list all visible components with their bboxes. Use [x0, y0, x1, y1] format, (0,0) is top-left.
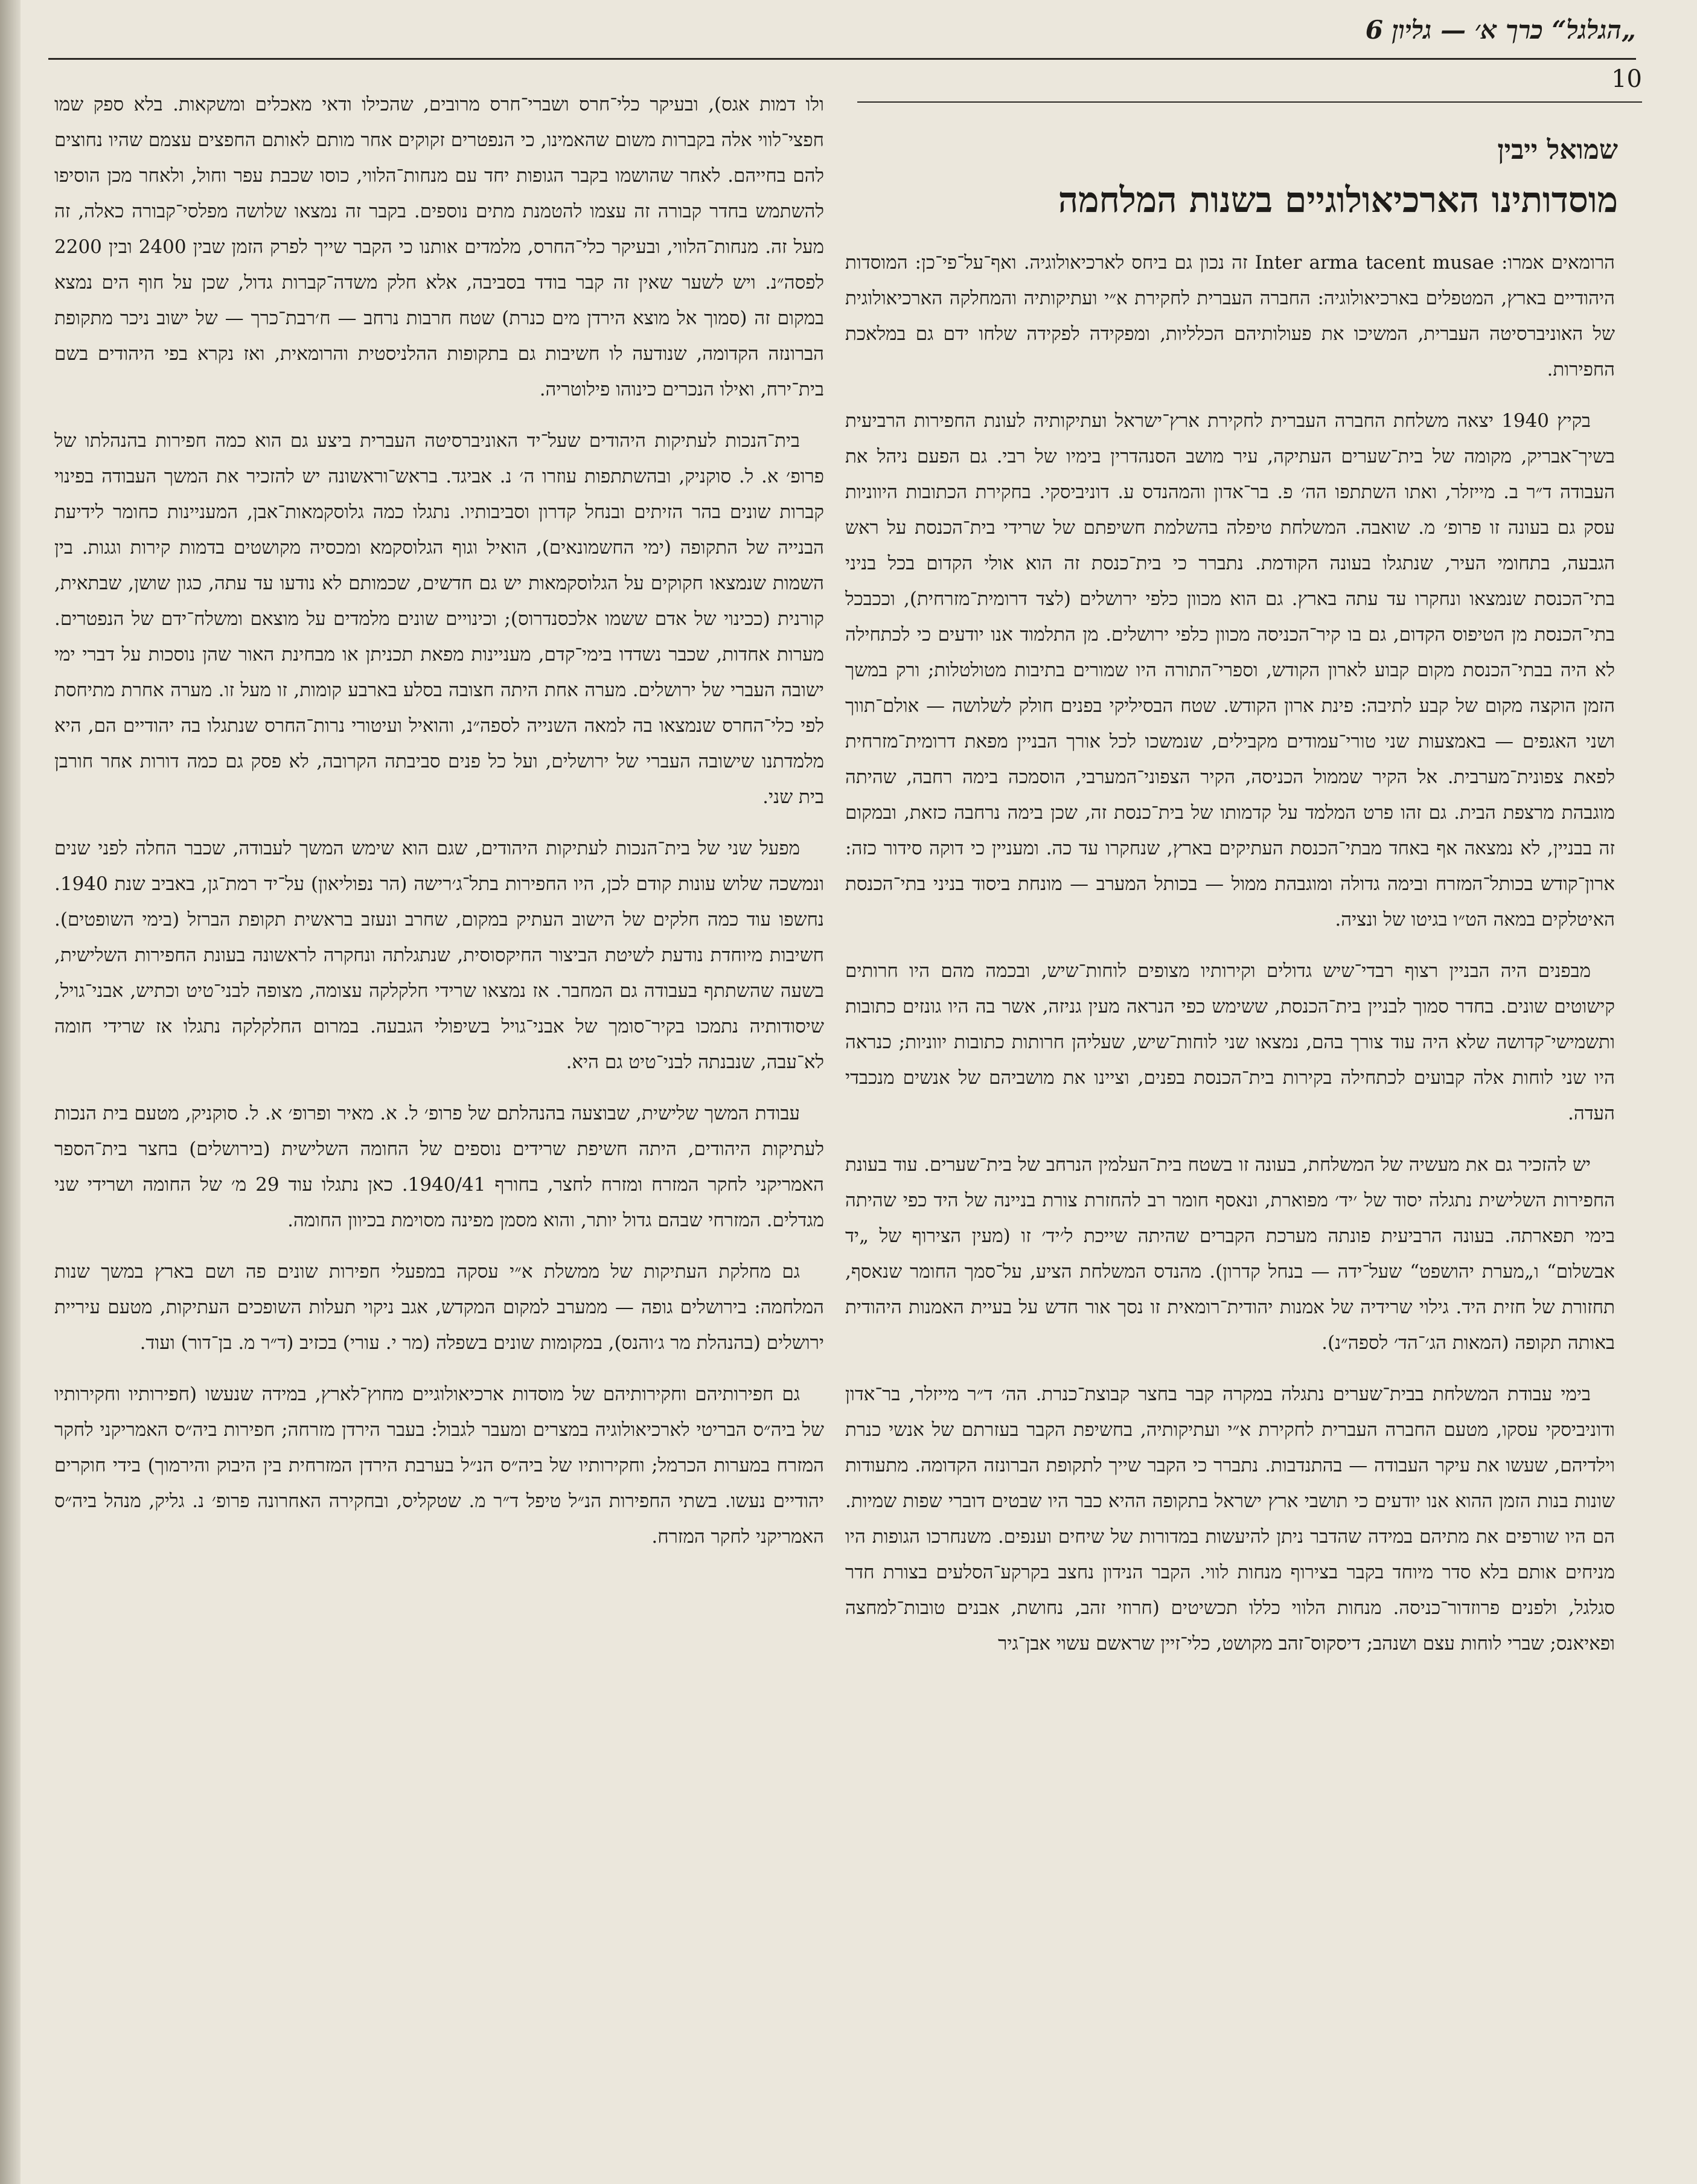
paragraph: בית־הנכות לעתיקות היהודים שעל־יד האוניברסיטה העברית ביצע גם הוא כמה חפירות בהנהלתו של פרופ׳ א. ל. סוקניק, ובהשתתפות עוזרו ה׳ נ. אביגד. בראש־וראשונה יש להזכיר את המשך העבודה בפינוי קברות שונים בהר הזיתים ובנחל קדרון וסביבותיו. נתגלו כמה גלוסקמאות־אבן, המעניינות כחומר לידיעת הבנייה של התקופה (ימי החשמונאים), הואיל וגוף הגלוסקמא ומכסיה מקושטים בדמות קירות וגגות. בין השמות שנמצאו חקוקים על הגלוסקמאות יש גם חדשים, שכמותם לא נודעו עד עתה, כגון שושן, שבתאית, קורנית (ככינוי של אדם ששמו אלכסנדרוס); וכינויים שונים מלמדים על מוצאם ומשלח־ידם של הנפטרים. מערות אחדות, שכבר נשדדו בימי־קדם, מעניינות מפאת תכניתן או מבחינת האור שהן נוסכות על דברי ימי ישובה העברי של ירושלים. מערה אחת היתה חצובה בסלע בארבע קומות, זו מעל זו. מערה אחרת מתיחסת לפי כלי־החרס שנמצאו בה למאה השנייה לספה״נ, והואיל ועיטורי נרות־החרס שנתגלו בה יהודיים הם, היא מלמדתנו שישובה העברי של ירושלים, ועל כל פנים סביבתה הקרובה, לא פסק גם כמה דורות אחר חורבן בית שני. [54, 430, 824, 808]
paragraph: יש להזכיר גם את מעשיה של המשלחת, בעונה זו בשטח בית־העלמין הנרחב של בית־שערים. עוד בעונת החפירות השלישית נתגלה יסוד של ׳יד׳ מפוארת, ונאסף חומר רב להחזרת צורת בניינה של היד כפי שהיתה בימי תפארתה. בעונה הרביעית פונתה מערכת הקברים שהיתה שייכת ל׳יד׳ זו (מעין הצירוף של „יד אבשלום“ ו„מערת יהושפט“ שעל־ידה — בנחל קדרון). מהנדס המשלחת הציע, על־סמך החומר שנאסף, תחזורת של חזית היד. גילוי שרידיה של אמנות יהודית־רומאית זו נסך אור חדש על בעיית האמנות היהודית באותה תקופה (המאות הג׳־הד׳ לספה״נ). [845, 1154, 1615, 1354]
running-header [48, 6, 1636, 54]
header-rule [48, 58, 1636, 60]
paragraph: ולו דמות אגס), ובעיקר כלי־חרס ושברי־חרס מרובים, שהכילו ודאי מאכלים ומשקאות. בלא ספק שמו חפצי־לווי אלה בקברות משום שהאמינו, כי הנפטרים זקוקים אחר מותם לאותם החפצים עצמם שהיו נחוצים להם בחייהם. לאחר שהושמו בקבר הגופות יחד עם מנחות־הלווי, כוסו שכבת עפר וחול, ולאחר מכן הוסיפו להשתמש בחדר קבורה זה עצמו להטמנת מתים נוספים. בקבר זה נמצאו שלושה מפלסי־קבורה כאלה, זה מעל זה. מנחות־הלווי, ובעיקר כלי־החרס, מלמדים אותנו כי הקבר שייך לפרק הזמן שבין 2400 ובין 2200 לפסה״נ. ויש לשער שאין זה קבר בודד בסביבה, אלא חלק משדה־קברות גדול, שכן על חוף הים נמצא במקום זה (סמוך אל מוצא הירדן מים כנרת) שטח חרבות נרחב — ח׳רבת־כרך — של ישוב ניכר מתקופת הברונזה הקדומה, שנודעה לו חשיבות גם בתקופות ההלניסטית והרומאית, ואז נקרא בפי היהודים בשם בית־ירח, ואילו הנכרים כינוהו פילוטריה. [54, 94, 824, 400]
journal-title: „הגלגל“ כרך א׳ — גליון 6 [1365, 15, 1636, 45]
paragraph: מפעל שני של בית־הנכות לעתיקות היהודים, שגם הוא שימש המשך לעבודה, שכבר החלה לפני שנים ונמשכה שלוש עונות קודם לכן, היו החפירות בתל־ג׳רישה (הר נפוליאון) על־יד רמת־גן, באביב שנת 1940. נחשפו עוד כמה חלקים של הישוב העתיק במקום, שחרב ונעזב בראשית תקופת הברזל (בימי השופטים). חשיבות מיוחדת נודעת לשיטת הביצור החיקסוסית, שנתגלתה ונחקרה לראשונה בעונת החפירות השלישית, בשעה שהשתתף בעבודה גם המחבר. אז נמצאו שרידי חלקלקה עצומה, מצופה לבני־טיט וכתיש, אבני־גויל, שיסודותיה נתמכו בקיר־סומך של אבני־גויל בשיפולי הגבעה. במרום החלקלקה נתגלו אז שרידי חומה לא־עבה, שנבנתה לבני־טיט גם היא. [54, 837, 824, 1073]
paragraph: מבפנים היה הבניין רצוף רבדי־שיש גדולים וקירותיו מצופים לוחות־שיש, ובכמה מהם היו חרותים קישוטים שונים. בחדר סמוך לבניין בית־הכנסת, ששימש כפי הנראה מעין גניזה, אשר בה היו גונזים כתובות ותשמישי־קדושה שלא היה עוד צורך בהם, נמצאו שני לוחות־שיש, שעליהן חרותות כתובות יווניות; כנראה היו שני לוחות אלה קבועים לכתחילה בקירות בית־הכנסת בפנים, וציינו את מושביהם של אנשים מנכבדי העדה. [845, 960, 1615, 1124]
article-author: שמואל ייבין [1497, 135, 1618, 165]
right-column [845, 130, 1615, 2171]
paragraph: עבודת המשך שלישית, שבוצעה בהנהלתם של פרופ׳ ל. א. מאיר ופרופ׳ א. ל. סוקניק, מטעם בית הנכות לעתיקות היהודים, היתה חשיפת שרידים נוספים של החומה השלישית (בירושלים) בחצר בית־הספר האמריקני לחקר המזרח ומזרח לחצר, בחורף 1940/41. כאן נתגלו עוד 29 מ׳ של החומה ושרידי שני מגדלים. המזרחי שבהם גדול יותר, והוא מסמן מפינה מסוימת בכיוון החומה. [54, 1103, 824, 1231]
paragraph: גם מחלקת העתיקות של ממשלת א״י עסקה במפעלי חפירות שונים פה ושם בארץ במשך שנות המלחמה: בירושלים גופה — ממערב למקום המקדש, אגב ניקוי תעלות השופכים העתיקות, מטעם עיריית ירושלים (בהנהלת מר ג׳והנס), במקומות שונים בשפלה (מר י. עורי) בכזיב (ד״ר מ. בן־דור) ועוד. [54, 1261, 824, 1354]
page-rule [857, 101, 1642, 103]
paragraph: גם חפירותיהם וחקירותיהם של מוסדות ארכיאולוגיים מחוץ־לארץ, במידה שנעשו (חפירותיו וחקירותיו של ביה״ס הבריטי לארכיאולוגיה במצרים ומעבר לגבול: בעבר הירדן מזרחה; חפירות ביה״ס האמריקני לחקר המזרח במערות הכרמל; וחקירותיו של ביה״ס הנ״ל בערבת הירדן המזרחית בין היבוק והירמוך) בידי חוקרים יהודיים נעשו. בשתי החפירות הנ״ל טיפל ד״ר מ. שטקליס, ובחקירה האחרונה פרופ׳ נ. גליק, מנהל ביה״ס האמריקני לחקר המזרח. [54, 1383, 824, 1548]
paragraph: בקיץ 1940 יצאה משלחת החברה העברית לחקירת ארץ־ישראל ועתיקותיה לעונת החפירות הרביעית בשיך־אבריק, מקומה של בית־שערים העתיקה, עיר מושב הסנהדרין בימיו של רבי. גם הפעם ניהל את העבודה ד״ר ב. מייזלר, ואתו השתתפו הה׳ פ. בר־אדון והמהנדס ע. דוניביסקי. בחקירת הכתובות היווניות עסק גם בעונה זו פרופ׳ מ. שואבה. המשלחת טיפלה בהשלמת חשיפתם של שרידי בית־הכנסת על ראש הגבעה, בתחומי העיר, שנתגלו בעונה הקודמת. נתברר כי בית־כנסת זה הוא אולי הקדום בכל בניני בתי־הכנסת שנמצאו ונחקרו עד עתה בארץ. גם הוא מכוון כלפי ירושלים (לצד דרומית־מזרחית), וככבכל בתי־הכנסת מן הטיפוס הקדום, גם בו קיר־הכניסה מכוון כלפי ירושלים. מן התלמוד אנו יודעים כי לכתחילה לא היה בבתי־הכנסת מקום קבוע לארון הקודש, וספרי־התורה היו שמורים בתיבות מטולטלות; ורק במשך הזמן הוקצה מקום של קבע לתיבה: פינת ארון הקודש. שטח הבסיליקי בפנים חולק לשלושה — אולם־תווך ושני האגפים — באמצעות שני טורי־עמודים מקבילים, שנמשכו לכל אורך הבניין מפאת דרומית־מזרחית לפאת צפונית־מערבית. אל הקיר שממול הכניסה, הקיר הצפוני־המערבי, הוסמכה בימה רחבה, שהיתה מוגבהת מרצפת הבית. גם זהו פרט המלמד על קדמותו של בית־כנסת זה, שכן בימה נרחבה כזאת, ובמקום זה בבניין, לא נמצאה אף באחד מבתי־הכנסת העתיקים בארץ, שנחקרו עד כה. ומעניין כי דוקה סידור כזה: ארון־קודש בכותל־המזרח ובימה גדולה ומוגבהת ממול — בכותל המערב — מונחת ביסוד בניני בתי־הכנסת האיטלקים במאה הט״ו בגיטו של ונציה. [845, 410, 1615, 930]
binding-spine [0, 0, 21, 2184]
paragraph: בימי עבודת המשלחת בבית־שערים נתגלה במקרה קבר בחצר קבוצת־כנרת. הה׳ ד״ר מייזלר, בר־אדון ודוניביסקי עסקו, מטעם החברה העברית לחקירת א״י ועתיקותיה, בחשיפת הקבר בעזרתם של אנשי כנרת וילדיהם, שעשו את עיקר העבודה — בהתנדבות. נתברר כי הקבר שייך לתקופת הברונזה הקדומה. מתעודות שונות בנות הזמן ההוא אנו יודעים כי תושבי ארץ ישראל בתקופה ההיא כבר היו שבטים דוברי שפות שמיות. הם היו שורפים את מתיהם במידה שהדבר ניתן להיעשות במדורות של שיחים וענפים. משנחרכו הגופות היו מניחים אותם בלא סדר מיוחד בקבר בצירוף מנחות לווי. הקבר הנידון נחצב בקרקע־הסלעים בצורת חדר סגלגל, ולפנים פרוזדור־כניסה. מנחות הלווי כללו תכשיטים (חרוזי זהב, נחושת, אבנים טובות־למחצה ופאיאנס; שברי לוחות עצם ושנהב; דיסקוס־זהב מקושט, כלי־זיין שראשם עשוי אבן־גיר [845, 1383, 1615, 1654]
left-column [54, 87, 824, 2164]
paragraph: הרומאים אמרו: Inter arma tacent musae זה נכון גם ביחס לארכיאולוגיה. ואף־על־פי־כן: המוסדות היהודיים בארץ, המטפלים בארכיאולוגיה: החברה העברית לחקירת א״י ועתיקותיה והמחלקה הארכיאולוגית של האוניברסיטה העברית, המשיכו את פעולותיהם הכלליות, ומפקידה לפקידה שלחו ידם גם במלאכת החפירות. [845, 252, 1615, 380]
page-number: 10 [1611, 65, 1642, 93]
article-title: מוסדותינו הארכיאולוגיים בשנות המלחמה [1058, 179, 1618, 220]
